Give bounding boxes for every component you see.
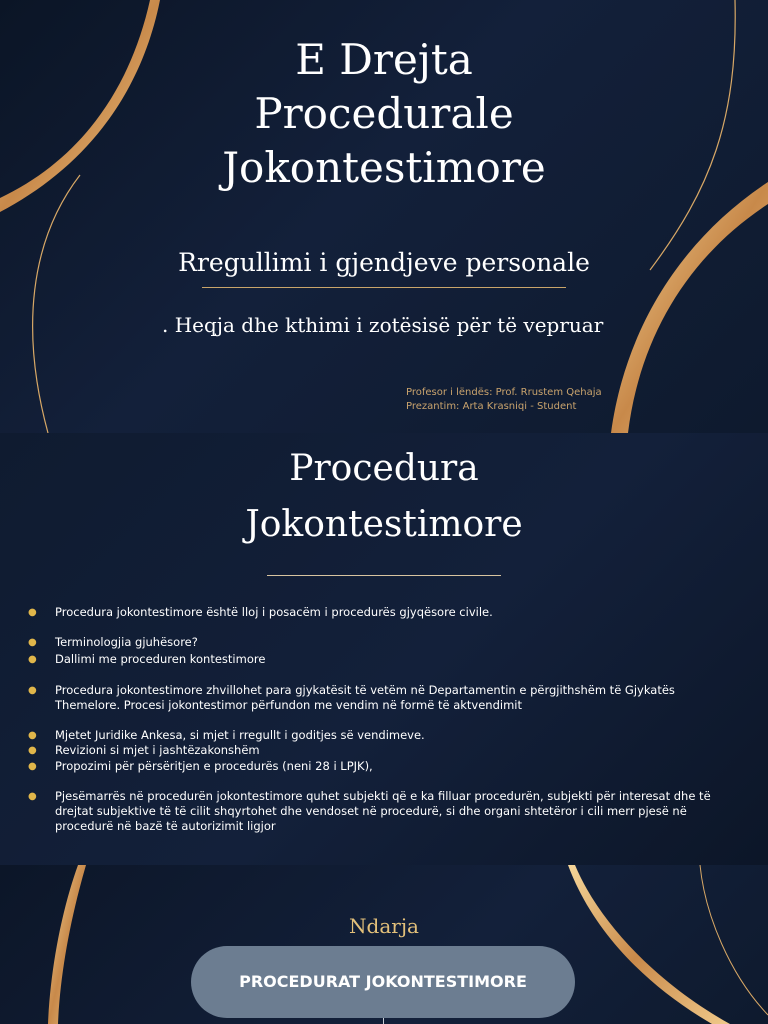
procedurat-jokontestimore-button[interactable]: PROCEDURAT JOKONTESTIMORE	[191, 946, 575, 1018]
section-heading: Ndarja	[349, 914, 419, 938]
bullet-dot-icon: ●	[28, 791, 37, 802]
bullet-dot-icon: ●	[28, 761, 37, 772]
title-slide	[0, 0, 768, 433]
bullet-dot-icon: ●	[28, 637, 37, 648]
content-slide: Procedura Jokontestimore ● Procedura jokontestimore është lloj i posacëm i procedurës gjyqësore civile. ● Terminologjia gjuhësore? ● Dallimi me proceduren kontestimore ● Procedura jokontestimore zhvillohet para gjykatësit të vetëm në Departamentin e përgjithshëm të Gjykatës Themelore. Procesi jokontestimor përfundon me vendim në formë të aktvendimit ● Mjetet Juridike Ankesa, si mjet i rregullt i goditjes së vendimeve. ● Revizioni si mjet i jashtëzakonshëm ● Propozimi për përsëritjen e procedurës (neni 28 i LPJK), ● Pjesëmarrës në procedurën jokontestimore quhet subjekti që e ka filluar procedurën, subjekti për interesat dhe të drejtat subjektive të të cilit shqyrtohet dhe vendoset në procedurë, si dhe organi shtetëror i cili merr pjesë në procedurë në bazë të autorizimit ligjor	[0, 433, 768, 865]
title-line: Procedurale	[254, 89, 514, 138]
title-line: Jokontestimore	[222, 143, 546, 192]
professor-credit: Profesor i lëndës: Prof. Rrustem Qehaja	[406, 387, 602, 398]
connector-line	[383, 1018, 384, 1024]
title-line: Procedura	[289, 448, 479, 489]
title-line: E Drejta	[295, 35, 473, 84]
division-slide	[0, 865, 768, 1024]
presenter-credit: Prezantim: Arta Krasniqi - Student	[406, 401, 577, 412]
bullet-dot-icon: ●	[28, 685, 37, 696]
slide-title	[0, 441, 768, 553]
divider	[202, 287, 566, 288]
slide-subtitle: Rregullimi i gjendjeve personale	[178, 248, 590, 277]
bullet-dot-icon: ●	[28, 654, 37, 665]
bullet-dot-icon: ●	[28, 730, 37, 741]
slide-title	[0, 33, 768, 195]
credits	[406, 386, 602, 414]
bullet-dot-icon: ●	[28, 607, 37, 618]
bullet-dot-icon: ●	[28, 745, 37, 756]
topic-bullet: . Heqja dhe kthimi i zotësisë për të vepruar	[162, 313, 604, 337]
divider	[267, 575, 501, 576]
title-line: Jokontestimore	[245, 504, 523, 545]
